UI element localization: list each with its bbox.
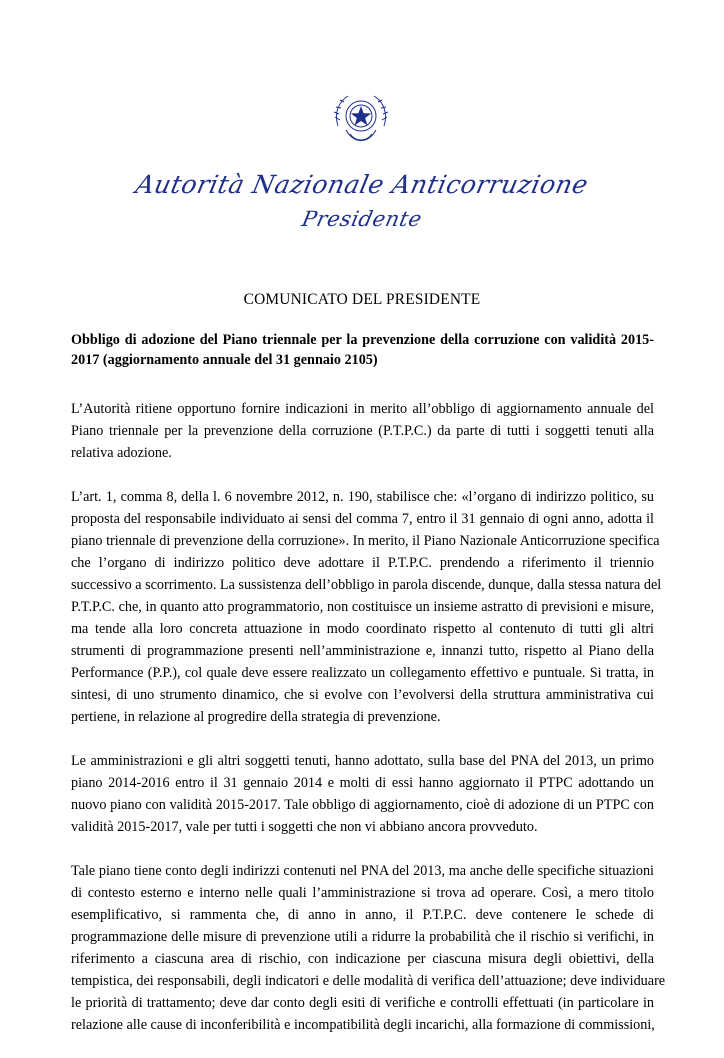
text-line: le priorità di trattamento; deve dar conto degli esiti di verifiche e controlli effettuati (in particolare in: [71, 995, 654, 1011]
text-line: di contesto esterno e interno nelle quali l’amministrazione si trova ad operare. Così, a mero titolo: [71, 885, 654, 901]
text-line: che l’organo di indirizzo politico deve adottare il P.T.P.C. prendendo a riferimento il triennio: [71, 555, 654, 571]
text-line: programmazione delle misure di prevenzione utili a ridurre la probabilità che il rischio si verifichi, in: [71, 929, 654, 945]
authority-name: Autorità Nazionale Anticorruzione: [133, 170, 591, 199]
text-line: strumenti di programmazione presenti nell’amministrazione e, innanzi tutto, rispetto al Piano della: [71, 643, 654, 659]
text-line: piano 2014-2016 entro il 31 gennaio 2014 e molti di essi hanno aggiornato il PTPC adottando un: [71, 775, 654, 791]
text-line: Le amministrazioni e gli altri soggetti tenuti, hanno adottato, sulla base del PNA del 2013, un primo: [71, 753, 654, 769]
document-body: [71, 398, 666, 1058]
paragraph-3: [71, 750, 654, 838]
text-line: ma tende alla loro concreta attuazione in modo coordinato rispetto al contenuto di tutti gli altri: [71, 621, 654, 637]
text-line: relativa adozione.: [71, 445, 172, 461]
text-line: successivo a scorrimento. La sussistenza dell’obbligo in parola discende, dunque, dalla stessa natura del: [71, 577, 662, 593]
text-line: riferimento a ciascuna area di rischio, con indicazione per ciascuna misura degli obiettivi, della: [71, 951, 654, 967]
text-line: proposta del responsabile individuato ai sensi del comma 7, entro il 31 gennaio di ogni anno, adotta il: [71, 511, 654, 527]
subject-line: Obbligo di adozione del Piano triennale per la prevenzione della corruzione con validità 2015-: [71, 332, 654, 348]
paragraph-1: [71, 398, 654, 464]
italian-republic-emblem-icon: [328, 86, 394, 152]
text-line: sintesi, di uno strumento dinamico, che si evolve con l’evolversi della struttura amministrativa cui: [71, 687, 654, 703]
text-line: Piano triennale per la prevenzione della corruzione (P.T.P.C.) da parte di tutti i soggetti tenuti alla: [71, 423, 654, 439]
paragraph-2: [71, 486, 662, 728]
text-line: esemplificativo, si rammenta che, di anno in anno, il P.T.P.C. deve contenere le schede di: [71, 907, 654, 923]
emblem-graphic: [328, 86, 394, 152]
text-line: tempistica, dei responsabili, degli indicatori e delle modalità di verifica dell’attuazione; deve individuare: [71, 973, 666, 989]
text-line: nuovo piano con validità 2015-2017. Tale obbligo di aggiornamento, cioè di adozione di un PTPC con: [71, 797, 654, 813]
authority-role: Presidente: [299, 207, 425, 231]
text-line: Tale piano tiene conto degli indirizzi contenuti nel PNA del 2013, ma anche delle specifiche situazioni: [71, 863, 654, 879]
document-heading: COMUNICATO DEL PRESIDENTE: [243, 291, 481, 308]
subject-line: 2017 (aggiornamento annuale del 31 gennaio 2105): [71, 352, 378, 368]
text-line: Performance (P.P.), col quale deve essere realizzato un collegamento effettivo e puntuale. Si tratta, in: [71, 665, 654, 681]
text-line: P.T.P.C. che, in quanto atto programmatorio, non costituisce un insieme astratto di previsioni e misure,: [71, 599, 654, 615]
text-line: pertiene, in relazione al progredire della strategia di prevenzione.: [71, 709, 441, 725]
text-line: validità 2015-2017, vale per tutti i soggetti che non vi abbiano ancora provveduto.: [71, 819, 538, 835]
text-line: relazione alle cause di inconferibilità e incompatibilità degli incarichi, alla formazione di commissioni,: [71, 1017, 655, 1033]
text-line: L’Autorità ritiene opportuno fornire indicazioni in merito all’obbligo di aggiornamento annuale del: [71, 401, 654, 417]
text-line: piano triennale di prevenzione della corruzione». In merito, il Piano Nazionale Anticorruzione specifica: [71, 533, 660, 549]
text-line: L’art. 1, comma 8, della l. 6 novembre 2012, n. 190, stabilisce che: «l’organo di indirizzo politico, su: [71, 489, 654, 505]
document-subject: [71, 330, 654, 370]
paragraph-4: [71, 860, 666, 1036]
